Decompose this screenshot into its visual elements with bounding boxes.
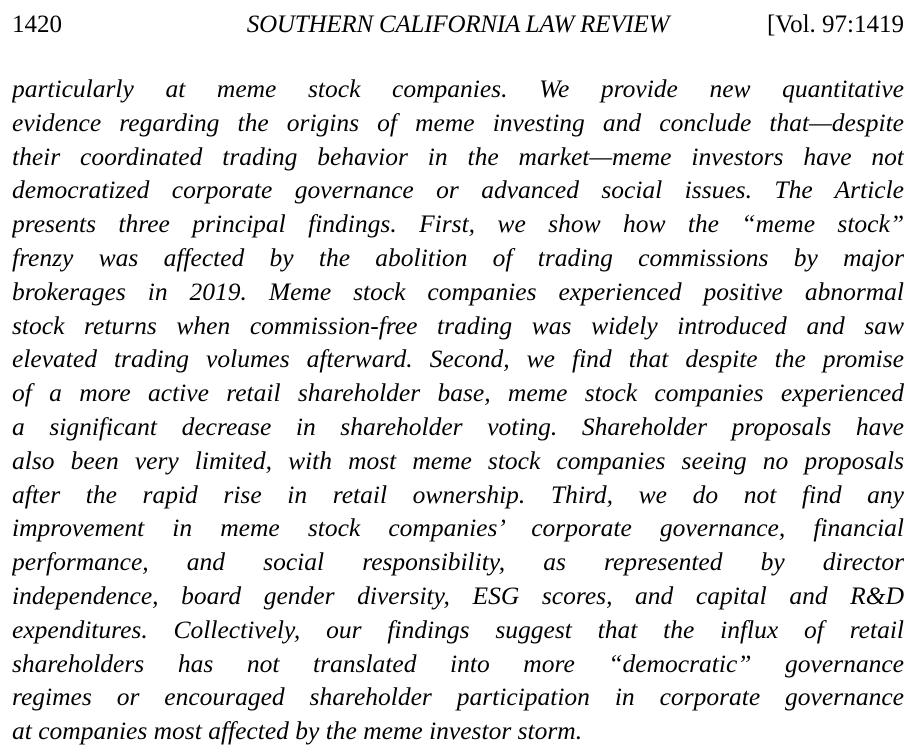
text-line: shareholders has not translated into more “democratic” governance xyxy=(12,648,904,678)
journal-title: SOUTHERN CALIFORNIA LAW REVIEW xyxy=(246,11,670,38)
page-number: 1420 xyxy=(12,11,62,38)
text-line: improvement in meme stock companies’ corporate governance, financial xyxy=(12,513,904,543)
text-line: of a more active retail shareholder base, meme stock companies experienced xyxy=(12,378,904,408)
text-line: presents three principal findings. First, we show how the “meme stock” xyxy=(12,209,904,239)
text-line: performance, and social responsibility, as represented by director xyxy=(12,547,904,577)
running-head xyxy=(12,8,904,42)
text-line: evidence regarding the origins of meme investing and conclude that—despite xyxy=(12,107,904,137)
text-line: frenzy was affected by the abolition of trading commissions by major xyxy=(12,242,904,272)
text-line: independence, board gender diversity, ESG scores, and capital and R&D xyxy=(12,580,904,610)
volume-citation: [Vol. 97:1419 xyxy=(766,11,904,38)
text-line-last: at companies most affected by the meme investor storm. xyxy=(12,716,583,746)
text-line: after the rapid rise in retail ownership. Third, we do not find any xyxy=(12,479,904,509)
text-line: democratized corporate governance or advanced social issues. The Article xyxy=(12,175,904,205)
text-line: regimes or encouraged shareholder participation in corporate governance xyxy=(12,682,904,712)
text-line: also been very limited, with most meme stock companies seeing no proposals xyxy=(12,445,904,475)
text-line: expenditures. Collectively, our findings suggest that the influx of retail xyxy=(12,614,904,644)
text-line: stock returns when commission-free trading was widely introduced and saw xyxy=(12,310,904,340)
text-line: particularly at meme stock companies. We provide new quantitative xyxy=(12,74,904,103)
text-line: elevated trading volumes afterward. Second, we find that despite the promise xyxy=(12,344,904,374)
text-line: brokerages in 2019. Meme stock companies experienced positive abnormal xyxy=(12,276,904,306)
abstract-paragraph xyxy=(12,72,904,748)
text-line: their coordinated trading behavior in the market—meme investors have not xyxy=(12,141,904,171)
text-line: a significant decrease in shareholder voting. Shareholder proposals have xyxy=(12,411,904,441)
